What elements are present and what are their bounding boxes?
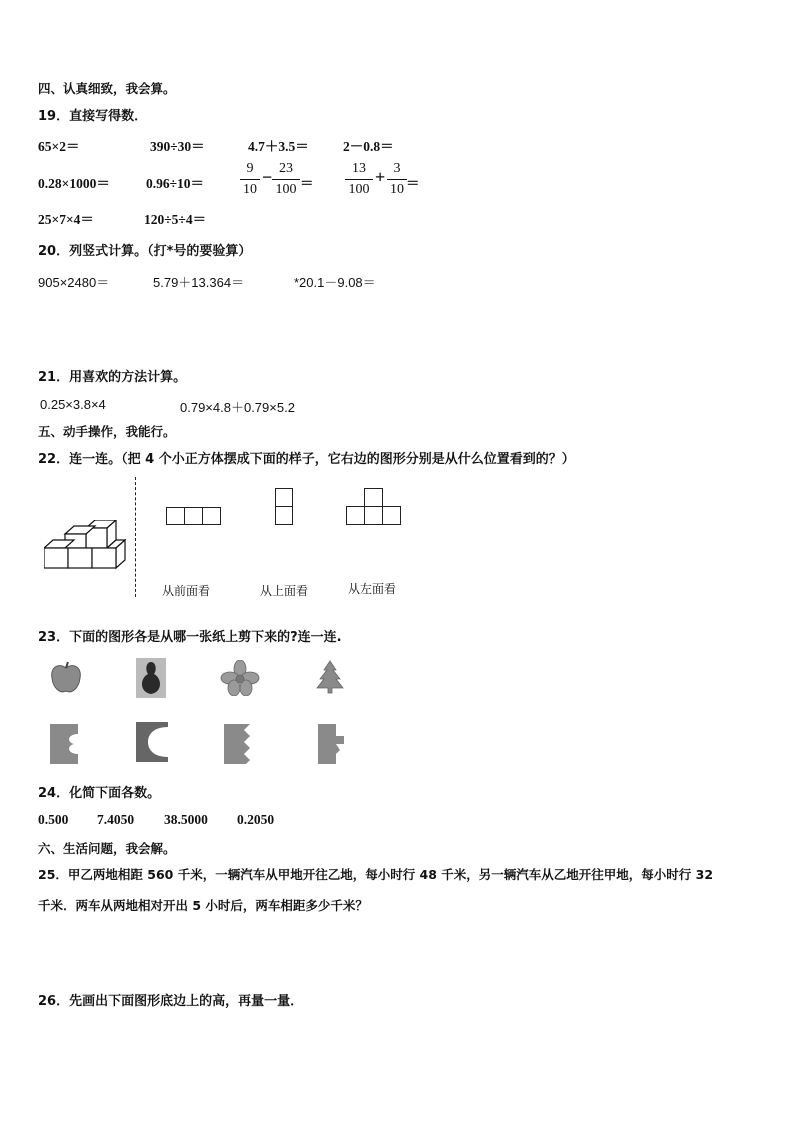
q23-title: 23．下面的图形各是从哪一张纸上剪下来的?连一连. — [38, 630, 342, 645]
denominator: 100 — [348, 182, 370, 197]
fraction — [345, 161, 373, 198]
paper-moon-cut — [136, 722, 168, 762]
q21-item: 0.79×4.8＋0.79×5.2 — [180, 400, 295, 415]
fraction — [272, 161, 300, 198]
q21-item: 0.25×3.8×4 — [40, 397, 106, 412]
q25-line-1: 25．甲乙两地相距 560 千米，一辆汽车从甲地开往乙地，每小时行 48 千米，另一辆汽车从乙地开往甲地，每小时行 32 — [38, 867, 714, 882]
flower-icon — [220, 660, 260, 696]
q19-item: 390÷30＝ — [150, 139, 205, 154]
gourd-icon — [136, 658, 166, 698]
q24-title: 24．化简下面各数。 — [38, 786, 161, 801]
q26-title: 26．先画出下面图形底边上的高，再量一量． — [38, 994, 304, 1009]
view-left-cell — [382, 506, 401, 525]
label-top-view: 从上面看 — [260, 584, 309, 598]
q19-item: 0.28×1000＝ — [38, 176, 110, 191]
view-top-cell — [275, 488, 293, 507]
q20-title: 20．列竖式计算。（打*号的要验算） — [38, 244, 252, 259]
numerator: 3 — [393, 161, 401, 176]
q25-line-2: 千米．两车从两地相对开出 5 小时后，两车相距多少千米？ — [38, 898, 368, 913]
denominator: 100 — [275, 182, 297, 197]
q19-item: 25×7×4＝ — [38, 212, 94, 227]
view-front-cell — [166, 507, 185, 525]
fraction — [240, 161, 260, 198]
q19-title: 19．直接写得数． — [38, 109, 148, 124]
equals-sign: ＝ — [406, 176, 420, 191]
q20-item: *20.1－9.08＝ — [294, 275, 376, 290]
label-front-view: 从前面看 — [162, 584, 211, 598]
label-left-view: 从左面看 — [348, 582, 397, 596]
q24-item: 0.500 — [38, 812, 69, 827]
q19-item: 4.7＋3.5＝ — [248, 139, 309, 154]
q20-item: 905×2480＝ — [38, 275, 110, 290]
apple-icon — [48, 660, 84, 696]
equals-sign: ＝ — [300, 176, 314, 191]
paper-notch-cut — [318, 724, 346, 764]
fraction-bar — [272, 179, 300, 180]
numerator: 13 — [352, 161, 366, 176]
section-6-title: 六、生活问题，我会解。 — [38, 841, 176, 856]
section-4-title: 四、认真细致，我会算。 — [38, 81, 176, 96]
q19-item: 2－0.8＝ — [343, 139, 394, 154]
section-5-title: 五、动手操作，我能行。 — [38, 424, 176, 439]
q24-item: 0.2050 — [237, 812, 275, 827]
numerator: 23 — [279, 161, 293, 176]
q19-item: 0.96÷10＝ — [146, 176, 205, 191]
view-front-cell — [184, 507, 203, 525]
fraction-bar — [387, 179, 407, 180]
view-left-cell — [364, 506, 383, 525]
plus-sign: + — [375, 167, 386, 187]
view-front-cell — [202, 507, 221, 525]
q24-item: 38.5000 — [164, 812, 208, 827]
fraction — [387, 161, 407, 198]
denominator: 10 — [390, 182, 404, 197]
q19-item: 65×2＝ — [38, 139, 80, 154]
view-left-cell — [364, 488, 383, 507]
q21-title: 21．用喜欢的方法计算。 — [38, 370, 187, 385]
fraction-bar — [240, 179, 260, 180]
numerator: 9 — [246, 161, 254, 176]
paper-zigzag-cut — [224, 724, 252, 764]
dashed-divider — [135, 477, 136, 597]
cube-stack-figure — [44, 520, 128, 584]
q22-title: 22．连一连。（把 4 个小正方体摆成下面的样子，它右边的图形分别是从什么位置看到的？） — [38, 452, 575, 467]
q24-item: 7.4050 — [97, 812, 135, 827]
paper-leaf-cut — [50, 724, 80, 764]
q19-item: 120÷5÷4＝ — [144, 212, 207, 227]
view-left-cell — [346, 506, 365, 525]
minus-sign: − — [262, 167, 273, 187]
denominator: 10 — [243, 182, 257, 197]
q20-item: 5.79＋13.364＝ — [153, 275, 245, 290]
fraction-bar — [345, 179, 373, 180]
tree-icon — [316, 660, 344, 694]
view-top-cell — [275, 506, 293, 525]
